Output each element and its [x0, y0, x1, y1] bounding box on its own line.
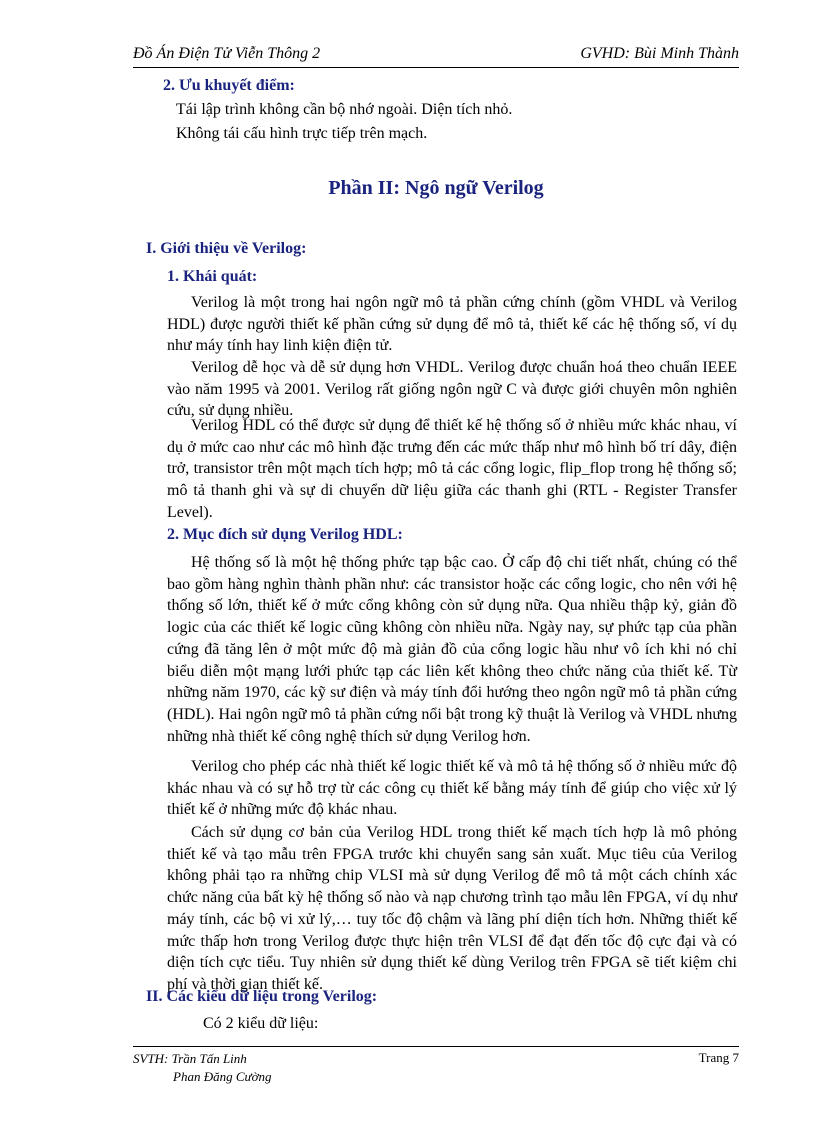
footer-author-1: SVTH: Trần Tấn Linh [133, 1051, 247, 1066]
paragraph-4: Hệ thống số là một hệ thống phức tạp bậc cao. Ở cấp độ chi tiết nhất, chúng có thể bao gồm hàng nghìn thành phần như: các transistor hoặc các cổng logic, cho nên với hệ thống số lớn, thiết kế ở mức cổng không còn sử dụng nữa. Qua nhiều thập kỷ, giản đồ logic của các thiết kế logic cũng không còn nhiều nữa. Ngày nay, sự phức tạp của phần cứng đã tăng lên ở một mức độ mà giản đồ của cổng logic hầu như vô ích khi nó chỉ biểu diễn một mạng lưới phức tạp các liên kết không theo chức năng của thiết kế. Từ những năm 1970, các kỹ sư điện và máy tính đổi hướng theo ngôn ngữ mô tả phần cứng (HDL). Hai ngôn ngữ mô tả phần cứng nổi bật trong kỹ thuật là Verilog và VHDL nhưng những nhà thiết kế công nghệ thích sử dụng Verilog hơn. [167, 554, 737, 745]
paragraph-5: Verilog cho phép các nhà thiết kế logic thiết kế và mô tả hệ thống số ở nhiều mức độ khác nhau và có sự hỗ trợ từ các công cụ thiết kế bằng máy tính để giúp cho việc xử lý thiết kế ở những mức độ khác nhau. [167, 758, 737, 819]
page-number: Trang 7 [698, 1050, 739, 1065]
part-title: Phần II: Ngô ngữ Verilog [328, 177, 544, 199]
paragraph-3: Verilog HDL có thể được sử dụng để thiết kế hệ thống số ở nhiều mức khác nhau, ví dụ ở mức cao như các mô hình đặc trưng đến các mức thấp như mô hình bố trí dây, điện trở, transistor trên một mạch tích hợp; mô tả các cổng logic, flip_flop trong hệ thống số; mô tả thanh ghi và sự di chuyển dữ liệu giữa các thanh ghi (RTL - Register Transfer Level). [167, 417, 737, 521]
advantages-line-1: Tái lập trình không cần bộ nhớ ngoài. Diện tích nhỏ. [176, 101, 513, 118]
heading-advantages: 2. Ưu khuyết điểm: [163, 77, 295, 94]
paragraph-2: Verilog dễ học và dễ sử dụng hơn VHDL. Verilog được chuẩn hoá theo chuẩn IEEE vào năm 1995 và 2001. Verilog rất giống ngôn ngữ C và được giới chuyên môn nghiên cứu, sử dụng nhiều. [167, 359, 737, 420]
data-types-intro: Có 2 kiểu dữ liệu: [203, 1015, 319, 1032]
header-left: Đồ Án Điện Tử Viễn Thông 2 [133, 45, 321, 62]
advantages-line-2: Không tái cấu hình trực tiếp trên mạch. [176, 125, 428, 142]
heading-overview: 1. Khái quát: [167, 268, 258, 285]
footer-author-2: Phan Đăng Cường [173, 1069, 272, 1084]
footer-authors [133, 1050, 272, 1086]
heading-section-II: II. Các kiểu dữ liệu trong Verilog: [146, 988, 378, 1005]
heading-purpose: 2. Mục đích sử dụng Verilog HDL: [167, 526, 403, 543]
header-right: GVHD: Bùi Minh Thành [580, 45, 739, 62]
header-rule [133, 67, 739, 68]
paragraph-1: Verilog là một trong hai ngôn ngữ mô tả phần cứng chính (gồm VHDL và Verilog HDL) được người thiết kế phần cứng sử dụng để mô tả, thiết kế các hệ thống số, ví dụ như máy tính hay linh kiện điện tử. [167, 294, 737, 355]
heading-section-I: I. Giới thiệu về Verilog: [146, 240, 307, 257]
page-header [133, 44, 739, 64]
footer-rule [133, 1046, 739, 1047]
paragraph-6: Cách sử dụng cơ bản của Verilog HDL trong thiết kế mạch tích hợp là mô phỏng thiết kế và tạo mẫu trên FPGA trước khi chuyển sang sản xuất. Mục tiêu của Verilog không phải tạo ra những chip VLSI mà sử dụng Verilog để mô tả một cách chính xác chức năng của bất kỳ hệ thống số nào và nạp chương trình tạo mẫu lên FPGA, ví dụ như máy tính, các bộ vi xử lý,… tuy tốc độ chậm và lãng phí diện tích hơn. Những thiết kế mức thấp hơn trong Verilog được thực hiện trên VLSI để đạt đến tốc độ cực đại và có diện tích cực tiểu. Tuy nhiên sử dụng thiết kế dùng Verilog trên FPGA sẽ tiết kiệm chi phí và thời gian thiết kế. [167, 824, 737, 993]
